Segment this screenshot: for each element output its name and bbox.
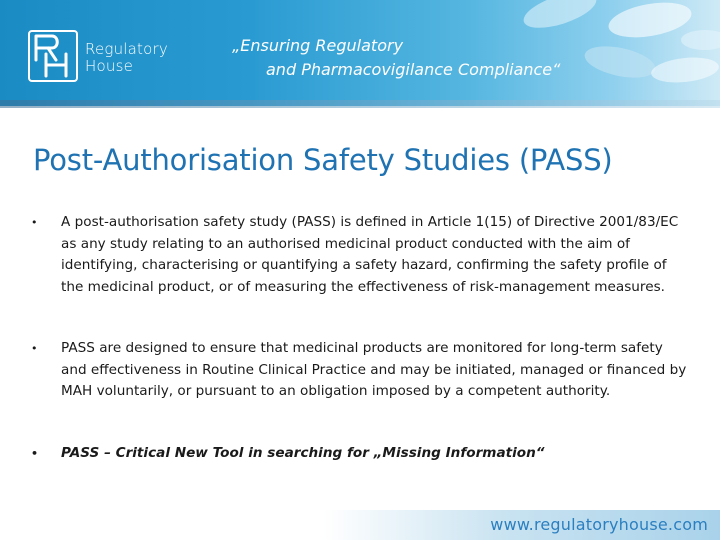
tagline-line-1: „Ensuring Regulatory xyxy=(232,36,404,55)
header-banner xyxy=(0,0,720,106)
website-link[interactable]: www.regulatoryhouse.com xyxy=(490,515,708,534)
tagline-line-2: and Pharmacovigilance Compliance“ xyxy=(266,60,561,79)
slide-title: Post-Authorisation Safety Studies (PASS) xyxy=(33,143,613,177)
tagline xyxy=(232,34,592,82)
bullet-dot: • xyxy=(31,342,38,355)
logo-text-regulatory: Regulatory xyxy=(85,40,168,58)
rh-logo-icon xyxy=(28,30,78,82)
bullet-item xyxy=(31,338,691,443)
logo-text-house: House xyxy=(85,57,134,75)
bullet-text: PASS are designed to ensure that medicinal products are monitored for long-term safety and effectiveness in Routine Clinical Practice and may be initiated, managed or financed by MAH voluntarily, or pursuant to an obligation imposed by a competent authority. xyxy=(61,340,687,400)
bullet-text: PASS – Critical New Tool in searching for „Missing Information“ xyxy=(61,445,545,461)
bullet-item xyxy=(31,212,691,338)
bullet-dot: • xyxy=(31,216,38,229)
bullet-dot: • xyxy=(31,447,39,460)
bullet-text: A post-authorisation safety study (PASS) is defined in Article 1(15) of Directive 2001/83/EC as any study relating to an authorised medicinal product conducted with the aim of identifying, characterising or quantifying a safety hazard, confirming the safety profile of the medicinal product, or of measuring the effectiveness of risk-management measures. xyxy=(61,214,679,295)
bullet-item xyxy=(31,443,691,465)
regulatory-house-logo xyxy=(28,30,178,82)
header-divider xyxy=(0,100,720,108)
bullet-list xyxy=(31,212,691,465)
